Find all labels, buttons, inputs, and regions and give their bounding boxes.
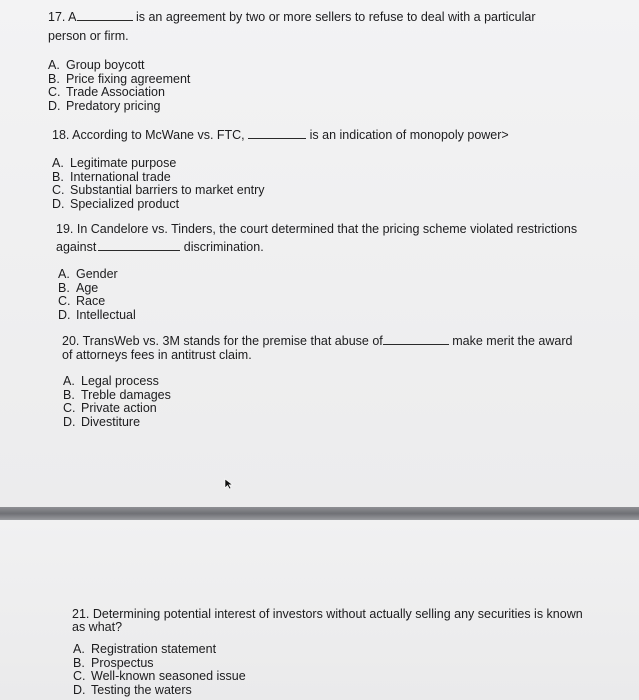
question-20-stem	[62, 333, 572, 349]
question-19-text-start: against	[56, 240, 97, 254]
question-21-line1: 21. Determining potential interest of investors without actually selling any securities is known	[72, 607, 583, 621]
option-17d[interactable]: D. Predatory pricing	[48, 98, 161, 113]
question-20-text-end: make merit the award	[452, 334, 573, 348]
question-17-number: 17. A	[48, 10, 77, 24]
option-20b[interactable]: B. Treble damages	[63, 387, 171, 402]
option-17a[interactable]: A. Group boycott	[48, 58, 145, 72]
question-17-text: is an agreement by two or more sellers to refuse to deal with a particular	[135, 10, 536, 24]
question-19-options	[58, 268, 136, 322]
option-18b[interactable]: B. International trade	[52, 169, 171, 184]
option-17c[interactable]: C. Trade Association	[48, 85, 165, 100]
question-19-text-end: discrimination.	[183, 240, 264, 254]
option-21d[interactable]: D. Testing the waters	[73, 682, 192, 697]
question-20-text-start: 20. TransWeb vs. 3M stands for the premise that abuse of	[62, 334, 383, 348]
page-separator	[0, 507, 639, 520]
question-19-line1: 19. In Candelore vs. Tinders, the court determined that the pricing scheme violated restrictions	[56, 222, 578, 236]
option-21b[interactable]: B. Prospectus	[73, 655, 154, 670]
option-18a[interactable]: A. Legitimate purpose	[52, 156, 177, 170]
option-18d[interactable]: D. Specialized product	[52, 196, 180, 211]
option-19a[interactable]: A. Gender	[58, 267, 118, 281]
question-21-options	[73, 643, 246, 697]
question-20-line2: of attorneys fees in antitrust claim.	[62, 348, 252, 362]
option-20a[interactable]: A. Legal process	[63, 374, 159, 388]
option-20d[interactable]: D. Divestiture	[63, 414, 141, 429]
option-20c[interactable]: C. Private action	[63, 401, 157, 416]
option-19d[interactable]: D. Intellectual	[58, 307, 136, 322]
option-17b[interactable]: B. Price fixing agreement	[48, 71, 191, 86]
question-18-text-start: 18. According to McWane vs. FTC,	[52, 128, 245, 142]
question-19-blank	[98, 239, 180, 251]
option-21c[interactable]: C. Well-known seasoned issue	[73, 669, 246, 684]
question-17-line2: person or firm.	[48, 29, 129, 43]
question-18-blank	[248, 127, 306, 139]
question-20-blank	[383, 333, 449, 345]
option-21a[interactable]: A. Registration statement	[73, 642, 217, 656]
question-17-stem	[48, 9, 535, 25]
option-19c[interactable]: C. Race	[58, 294, 106, 309]
option-19b[interactable]: B. Age	[58, 280, 99, 295]
question-17-blank	[77, 9, 133, 21]
question-21-line2: as what?	[72, 620, 123, 634]
question-17-options	[48, 59, 190, 113]
question-18-stem	[52, 127, 509, 143]
option-18c[interactable]: C. Substantial barriers to market entry	[52, 183, 265, 198]
question-18-text-end: is an indication of monopoly power>	[309, 128, 509, 142]
question-18-options	[52, 157, 265, 211]
question-20-options	[63, 375, 171, 429]
question-19-line2	[56, 239, 264, 255]
